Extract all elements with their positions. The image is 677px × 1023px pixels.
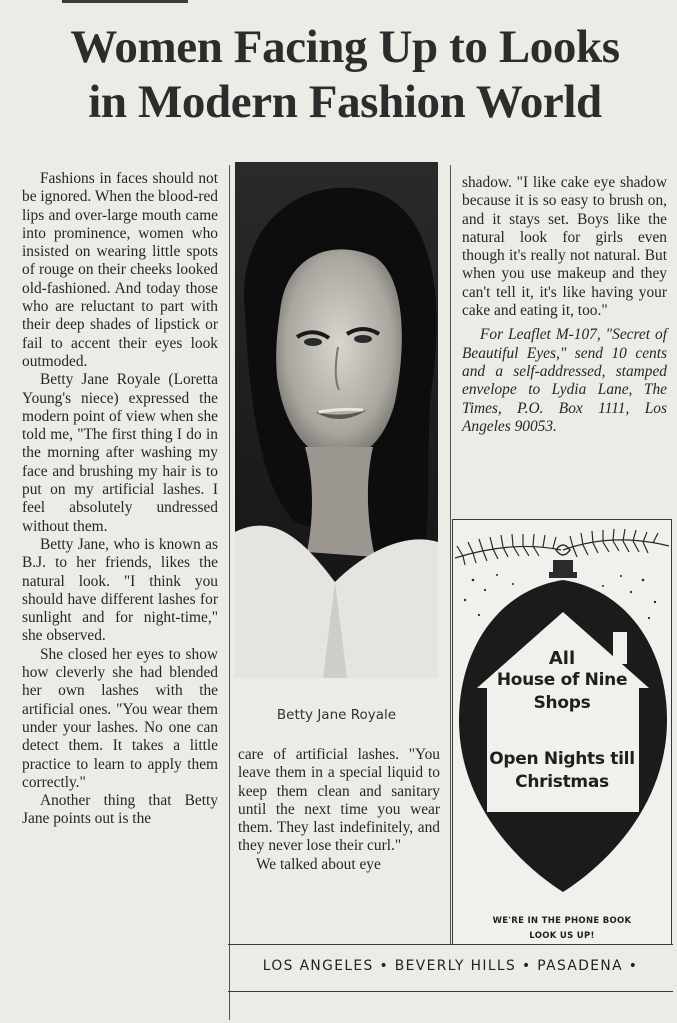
paragraph: Betty Jane Royale (Loretta Young's niece) expressed the modern point of view when she told me, "The first thing I do in the morning after washing my face and brushing my hair is to put on my artificial lashes. I feel absolutely undressed without them. (22, 371, 218, 535)
leaflet-offer: For Leaflet M-107, "Secret of Beautiful Eyes," send 10 cents and a self-addressed, stamped envelope to Lydia Lane, The Times, P.O. Box 1111, Los Angeles 90053. (462, 326, 667, 435)
paragraph: We talked about eye (256, 855, 381, 873)
ad-locations: LOS ANGELES • BEVERLY HILLS • PASADENA • (262, 958, 639, 974)
headline-line-1: Women Facing Up to Looks (70, 21, 620, 73)
column-divider (450, 165, 451, 945)
ad-all-text: All (548, 648, 576, 669)
paragraph: care of artificial lashes. "You leave them in a special liquid to keep them clean and sanitary until the next time you wear them. They last indefinitely, and they never lose their curl." (238, 746, 440, 855)
article-column-3 (462, 174, 667, 436)
ad-store-name: House of Nine Shops (496, 670, 628, 713)
ad-hours: Open Nights till Christmas (489, 749, 635, 792)
headline (20, 20, 670, 130)
article-column-2 (238, 746, 440, 874)
paragraph: shadow. "I like cake eye shadow because it is so easy to brush on, and it stays set. Boys like the natural look for girls even though it's really not natural. But when you use makeup and they can't tell it, it's like having your cake and eating it, too." (462, 174, 667, 320)
ornament-illustration (453, 520, 671, 945)
ad-phone-book (453, 914, 671, 944)
paragraph: Another thing that Betty Jane points out is the (22, 792, 218, 828)
photo-caption: Betty Jane Royale (276, 707, 397, 723)
headline-line-2: in Modern Fashion World (88, 76, 602, 128)
article-column-1 (22, 170, 218, 829)
top-rule (62, 0, 188, 3)
ad-locations-band (228, 944, 673, 992)
ad-phone-line-1: WE'RE IN THE PHONE BOOK (492, 916, 632, 926)
paragraph: She closed her eyes to show how cleverly she had blended her own lashes with the artificial ones. "You wear them under your lashes. No one can detect them. It takes a little practice to learn to apply them correctly." (22, 645, 218, 791)
portrait-photo (235, 162, 438, 678)
portrait-illustration (235, 162, 438, 678)
paragraph: Betty Jane, who is known as B.J. to her friends, likes the natural look. "I think you should have different lashes for sunlight and for night-time," she observed. (22, 535, 218, 645)
column-divider (229, 165, 230, 1020)
paragraph: Fashions in faces should not be ignored. When the blood-red lips and over-large mouth came into prominence, women who insisted on wearing little spots of rouge on their cheeks looked old-fashioned. And today those who are reluctant to part with their deep shades of lipstick or fail to accent their eyes look outmoded. (22, 170, 218, 370)
advertisement (452, 519, 672, 945)
ad-phone-line-2: LOOK US UP! (529, 931, 595, 941)
